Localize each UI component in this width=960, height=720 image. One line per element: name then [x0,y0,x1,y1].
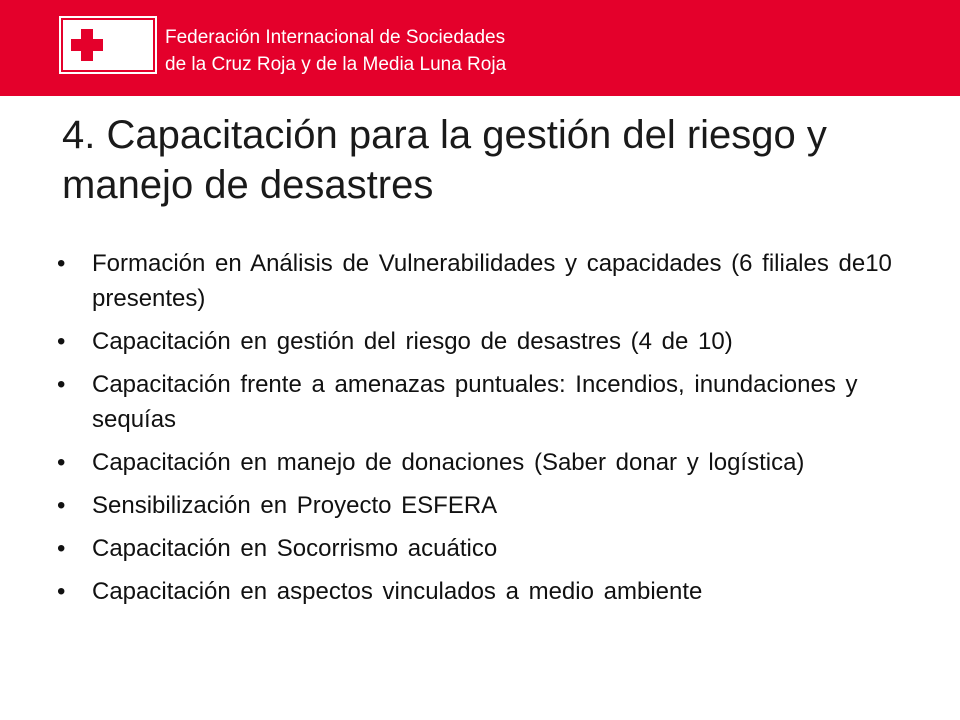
bullet-item [57,574,907,609]
bullet-icon: • [57,250,66,277]
bullet-icon: • [57,578,66,605]
bullet-icon: • [57,328,66,355]
bullet-text: Capacitación en gestión del riesgo de desastres (4 de 10) [92,328,733,355]
header-band [0,0,960,96]
bullet-item [57,445,907,480]
bullet-text: Sensibilización en Proyecto ESFERA [92,492,498,519]
bullet-text: Capacitación en manejo de donaciones (Saber donar y logística) [92,449,805,476]
ifrc-logo-graphic [61,18,155,72]
bullet-item [57,531,907,566]
bullet-text: Capacitación en Socorrismo acuático [92,535,498,562]
bullet-icon: • [57,492,66,519]
bullet-list [57,246,907,617]
bullet-item [57,367,907,437]
organization-name-line-2: de la Cruz Roja y de la Media Luna Roja [165,54,507,75]
bullet-item [57,488,907,523]
bullet-item [57,246,907,316]
organization-name-line-1: Federación Internacional de Sociedades [165,27,506,48]
slide-title: 4. Capacitación para la gestión del riesgo y manejo de desastres [62,113,827,207]
bullet-icon: • [57,535,66,562]
bullet-text: Capacitación frente a amenazas puntuales: Incendios, inundaciones y sequías [92,371,858,433]
bullet-icon: • [57,449,66,476]
bullet-icon: • [57,371,66,398]
bullet-text: Capacitación en aspectos vinculados a medio ambiente [92,578,703,605]
bullet-text: Formación en Análisis de Vulnerabilidades y capacidades (6 filiales de10 presentes) [92,250,892,312]
ifrc-logo [59,16,157,74]
bullet-item [57,324,907,359]
organization-name [165,24,506,78]
